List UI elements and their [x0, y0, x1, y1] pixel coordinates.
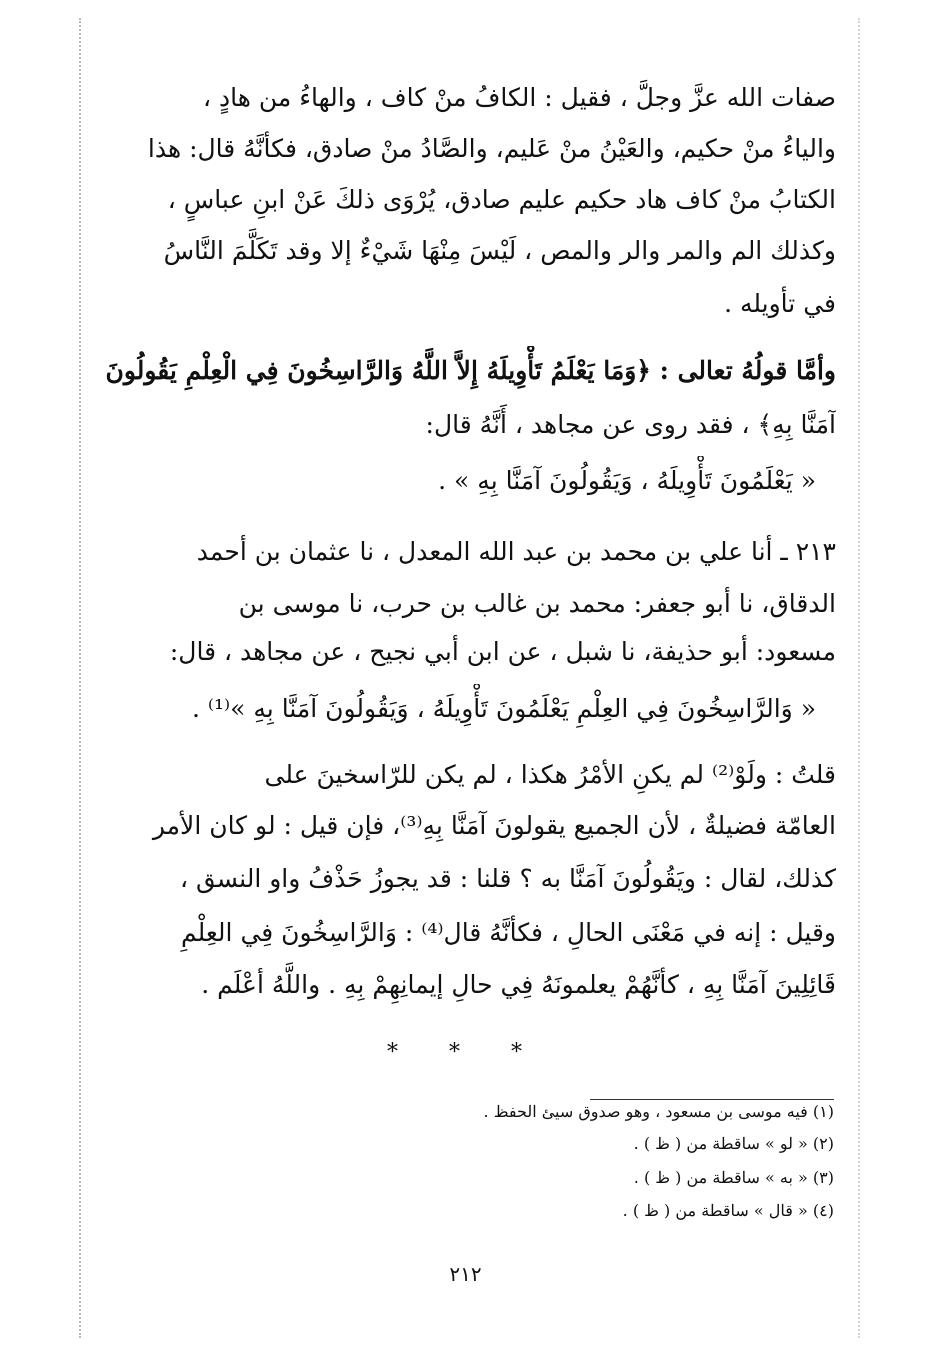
- text-line: العامّة فضيلةٌ ، لأن الجميع يقولونَ آمَنَّا بِهِ⁽³⁾، فإن قيل : لو كان الأمر: [152, 811, 836, 840]
- text-line: صفات الله عزَّ وجلَّ ، فقيل : الكافُ منْ كاف ، والهاءُ من هادٍ ،: [202, 83, 836, 112]
- text-line: قَائِلِينَ آمَنَّا بِهِ ، كأنَّهُمْ يعلمونَهُ فِي حالِ إيمانِهِمْ بِهِ . واللَّهُ أعْلَم .: [201, 970, 836, 999]
- scan-margin-mark: [79, 18, 81, 1338]
- footnote-item: (٤) « قال » ساقطة من ( ظ ) .: [622, 1201, 834, 1220]
- quote-line: « وَالرَّاسِخُونَ فِي العِلْمِ يَعْلَمُونَ تَأْوِيلَهُ ، وَيَقُولُونَ آمَنَّا بِهِ »⁽¹⁾ .: [191, 694, 816, 723]
- page-number: ٢١٢: [449, 1262, 482, 1286]
- footnote-item: (٣) « به » ساقطة من ( ظ ) .: [633, 1168, 834, 1187]
- text-line: في تأويله .: [724, 289, 836, 318]
- text-line: الكتابُ منْ كاف هاد حكيم عليم صادق، يُرْوَى ذلكَ عَنْ ابنِ عباسٍ ،: [167, 185, 836, 214]
- footnote-item: (٢) « لو » ساقطة من ( ظ ) .: [633, 1134, 834, 1153]
- text-line: مسعود: أبو حذيفة، نا شبل ، عن ابن أبي نجيح ، عن مجاهد ، قال:: [169, 637, 836, 666]
- text-line: الدقاق، نا أبو جعفر: محمد بن غالب بن حرب، نا موسى بن: [238, 589, 836, 618]
- text-line: آمَنَّا بِهِ﴾ ، فقد روى عن مجاهد ، أَنَّهُ قال:: [425, 410, 836, 439]
- text-line: قلتُ : ولَوْ⁽²⁾ لم يكنِ الأمْرُ هكذا ، لم يكن للرّاسخينَ على: [264, 760, 836, 789]
- text-line: والياءُ منْ حكيم، والعَيْنُ منْ عَليم، والصَّادُ منْ صادق، فكأنَّهُ قال: هذا: [147, 134, 836, 163]
- hadith-chain-line: ٢١٣ ـ أنا علي بن محمد بن عبد الله المعدل ، نا عثمان بن أحمد: [196, 537, 836, 566]
- text-line: وقيل : إنه في مَعْنَى الحالِ ، فكأنَّهُ قال⁽⁴⁾ : وَالرَّاسِخُونَ فِي العِلْمِ: [180, 918, 836, 947]
- quran-verse-line: وأمَّا قولُهُ تعالى : ﴿وَمَا يَعْلَمُ تَأْوِيلَهُ إِلاَّ اللَّهُ وَالرَّاسِخُونَ فِي الْعِلْمِ يَقُولُونَ: [105, 356, 836, 385]
- section-separator: * * *: [387, 1040, 544, 1065]
- text-line: وكذلك الم والمر والر والمص ، لَيْسَ مِنْهَا شَيْءٌ إلا وقد تَكَلَّمَ النَّاسُ: [163, 236, 836, 265]
- quote-line: « يَعْلَمُونَ تَأْوِيلَهُ ، وَيَقُولُونَ آمَنَّا بِهِ » .: [438, 466, 816, 495]
- scan-margin-mark: [858, 18, 860, 1338]
- footnote-item: (١) فيه موسى بن مسعود ، وهو صدوق سيئ الحفظ .: [483, 1102, 834, 1121]
- text-line: كذلك، لقال : ويَقُولُونَ آمَنَّا به ؟ قلنا : قد يجوزُ حَذْفُ واو النسق ،: [180, 864, 836, 893]
